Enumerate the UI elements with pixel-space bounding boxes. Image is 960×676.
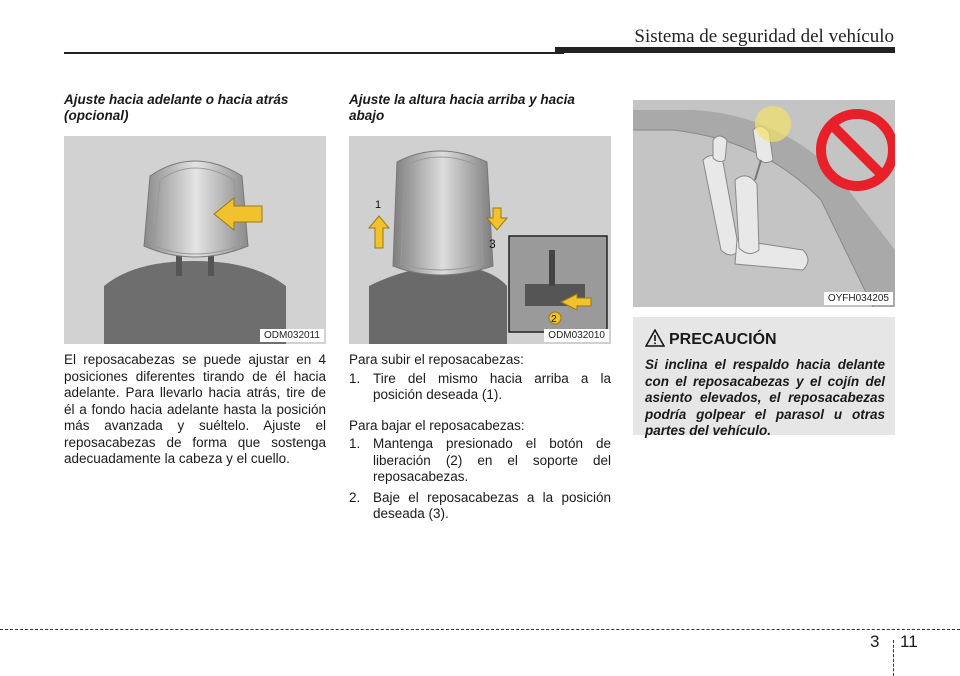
header-title: Sistema de seguridad del vehículo [634, 26, 894, 47]
headrest-figure-height [349, 136, 611, 344]
column-caution [633, 96, 895, 438]
caution-text: Si inclina el respaldo hacia delante con el reposacabezas y el cojín del asiento elevados, el reposacabezas podría golpear el parasol u otras partes del vehículo. [645, 357, 885, 438]
header-rule [64, 52, 564, 54]
seat-sunvisor-figure [633, 100, 895, 307]
page-number: 11 [900, 632, 918, 651]
chapter-number: 3 [870, 632, 880, 651]
headrest-height-illustration [349, 136, 611, 344]
caution-title: PRECAUCIÓN [669, 331, 777, 348]
body-paragraph: El reposacabezas se puede ajustar en 4 posiciones diferentes tirando de él hacia adelante. Para llevarlo hacia atrás, tire de él a fondo hacia adelante hasta la posición más avanzada y suéltelo. Ajuste el reposacabezas de forma que sostenga adecuadamente la cabeza y el cuello. [64, 352, 326, 466]
lower-intro: Para bajar el reposacabezas: [349, 417, 525, 433]
warning-icon [645, 329, 665, 347]
list-item: 2. Baje el reposacabezas a la posición deseada (3). [349, 489, 611, 521]
lower-steps [349, 436, 611, 523]
raise-intro: Para subir el reposacabezas: [349, 352, 524, 367]
headrest-figure-forward [64, 136, 326, 344]
section-subtitle: Ajuste hacia adelante o hacia atrás (opcional) [64, 92, 289, 123]
seat-illustration [633, 100, 895, 307]
caution-box [633, 317, 895, 438]
column-forward-backward [64, 92, 326, 468]
footer-divider [893, 640, 894, 676]
raise-steps [349, 371, 611, 404]
headrest-illustration [64, 136, 326, 344]
figure-code: ODM032011 [260, 329, 324, 342]
figure-code: OYFH034205 [824, 292, 893, 305]
footer-rule [0, 629, 960, 630]
column-height [349, 92, 611, 527]
section-subtitle: Ajuste la altura hacia arriba y hacia abajo [349, 92, 575, 123]
label-1: 1 [375, 199, 382, 211]
label-2: 2 [551, 314, 557, 325]
list-item: 1. Mantenga presionado el botón de liberación (2) en el soporte del reposacabezas. [349, 436, 611, 484]
label-3: 3 [489, 237, 496, 251]
header-rule-bold [555, 47, 895, 53]
list-item: 1. Tire del mismo hacia arriba a la posición deseada (1). [349, 370, 611, 402]
figure-code: ODM032010 [544, 329, 609, 342]
